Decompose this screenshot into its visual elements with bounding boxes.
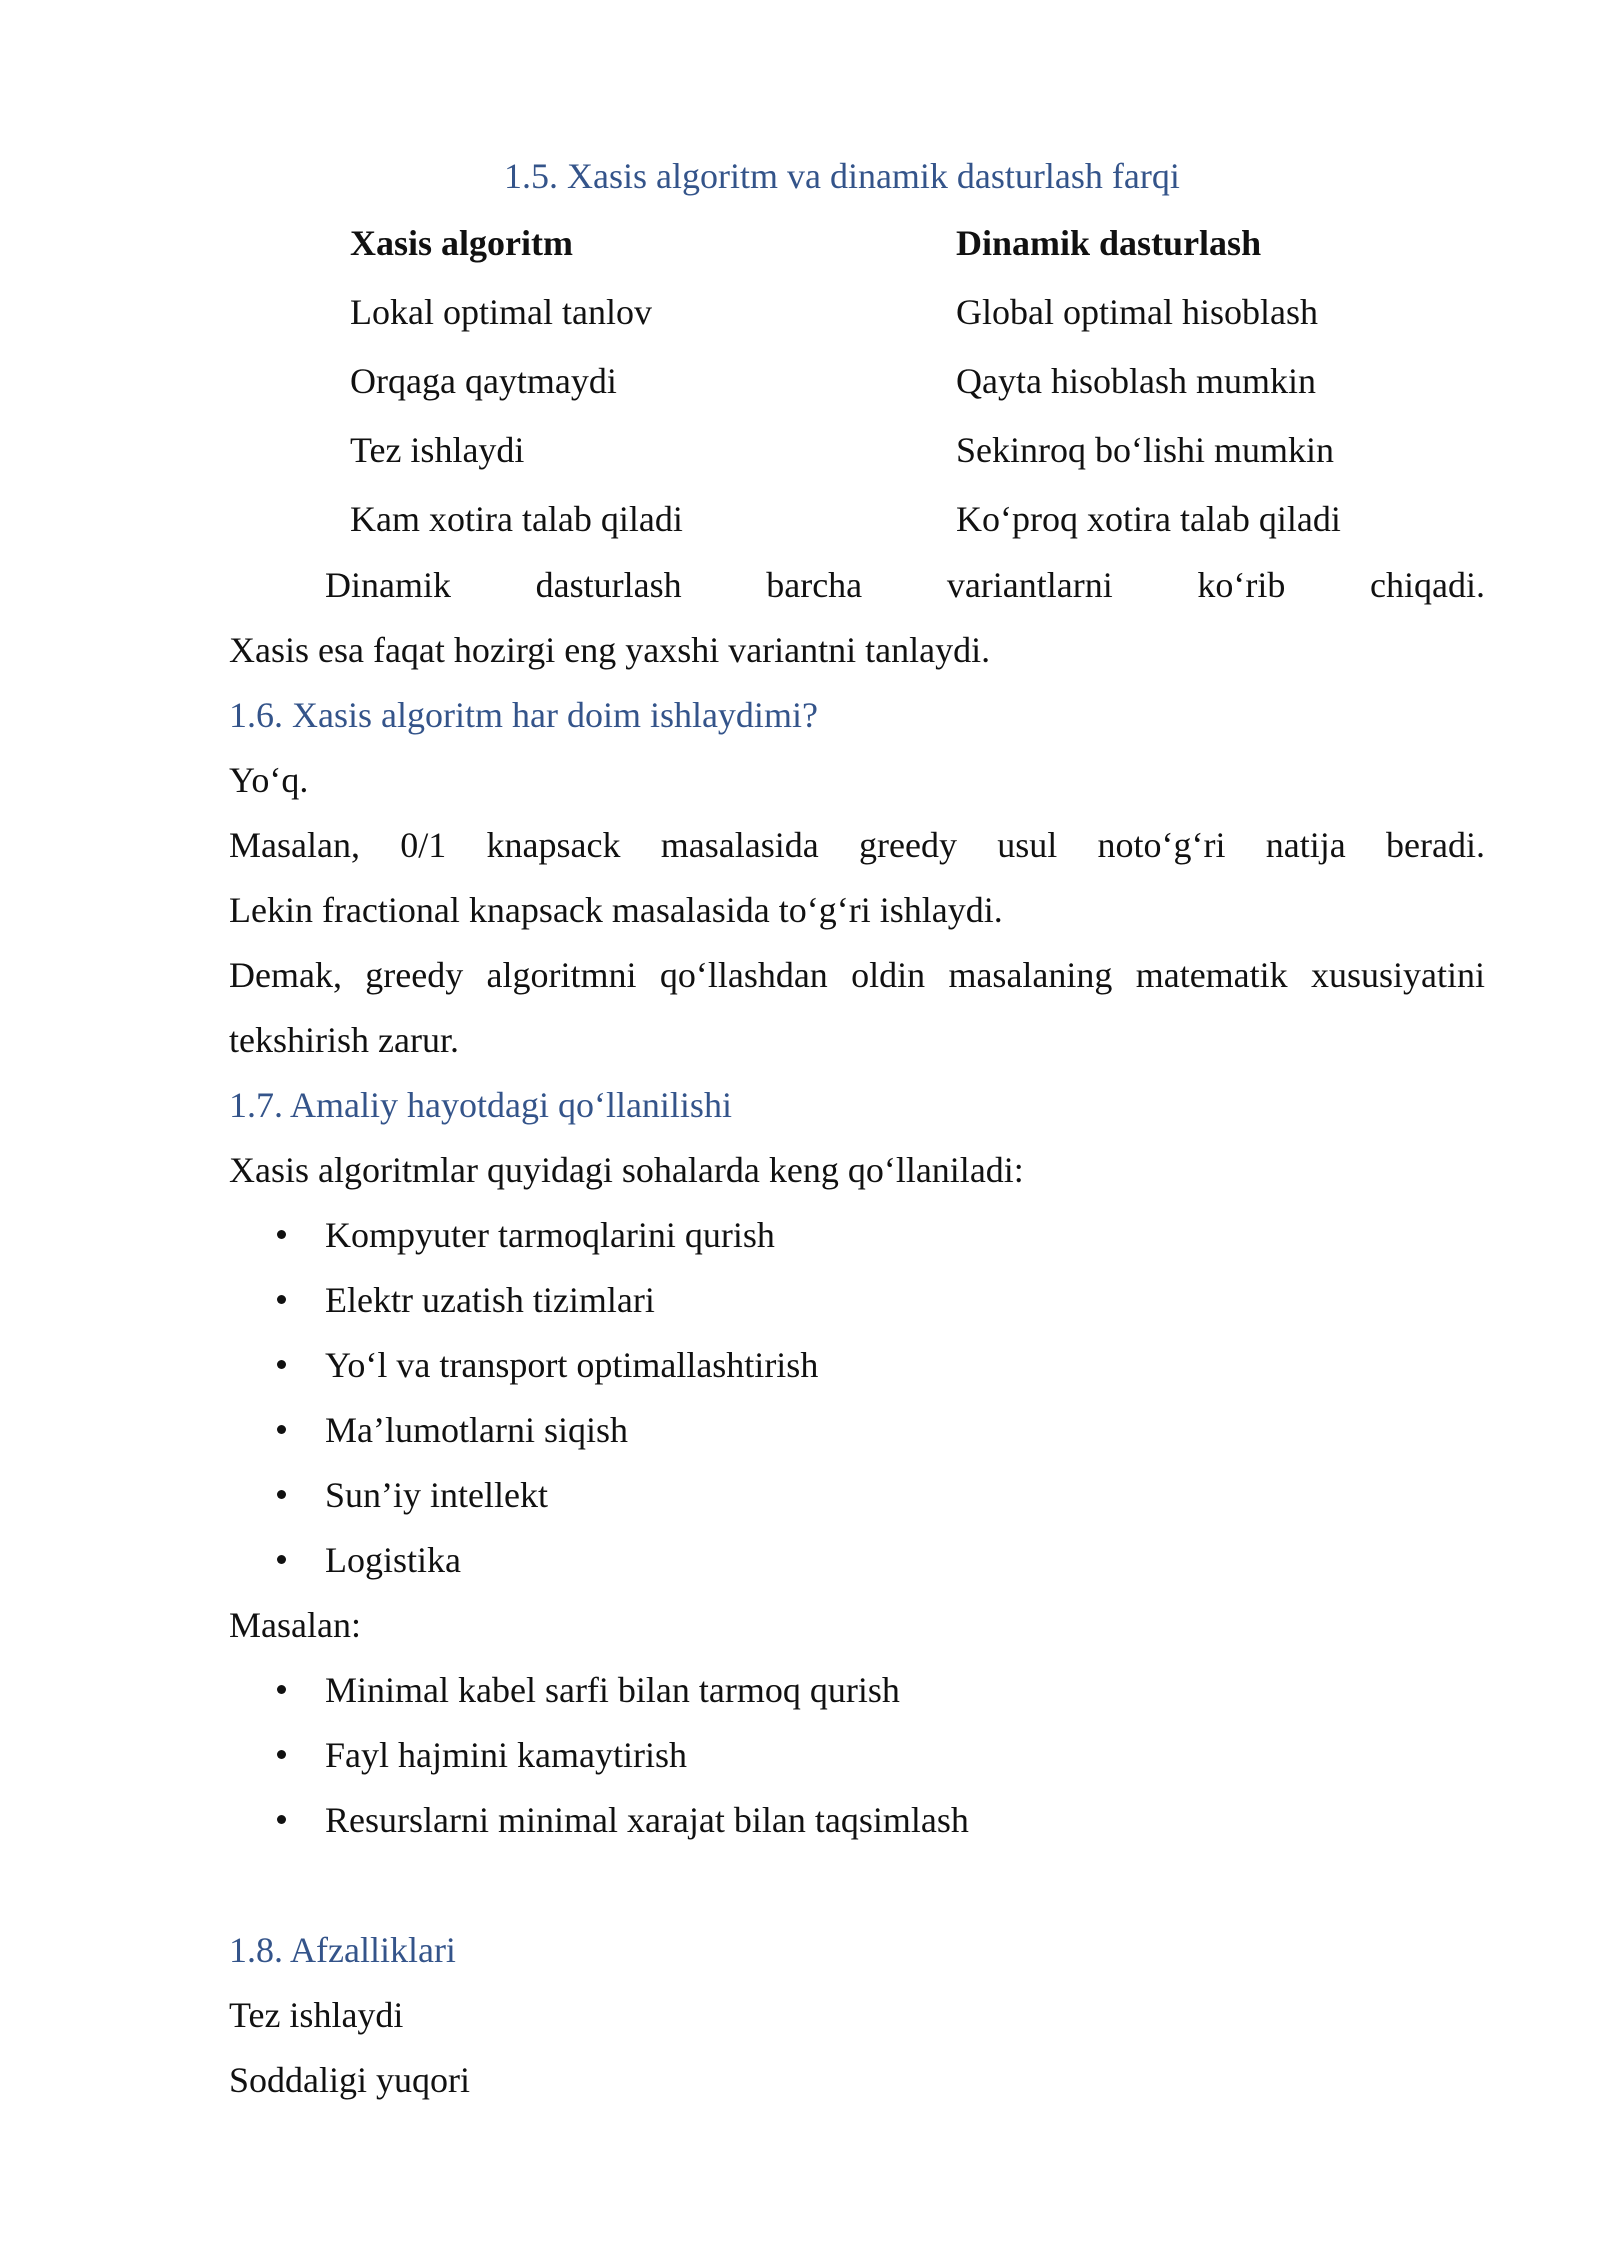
- bullet-icon: [277, 1555, 286, 1564]
- word: ko‘rib: [1197, 565, 1286, 605]
- word: knapsack: [486, 825, 621, 865]
- word: greedy: [859, 825, 957, 865]
- bullet-icon: [277, 1685, 286, 1694]
- bullet-icon: [277, 1360, 286, 1369]
- word: masalasida: [660, 825, 819, 865]
- paragraph-line: Xasis esa faqat hozirgi eng yaxshi variantni tanlaydi.: [229, 630, 991, 670]
- paragraph-line: tekshirish zarur.: [229, 1020, 459, 1060]
- bullet-icon: [277, 1815, 286, 1824]
- table-header-dynamic: Dinamik dasturlash: [956, 223, 1262, 263]
- bullet-icon: [277, 1425, 286, 1434]
- list-item-label: Sun’iy intellekt: [325, 1475, 548, 1515]
- word: qo‘llashdan: [659, 955, 828, 995]
- answer-text: Yo‘q.: [229, 760, 309, 800]
- list-item-label: Yo‘l va transport optimallashtirish: [325, 1345, 819, 1385]
- word: barcha: [766, 565, 863, 605]
- table-cell: Sekinroq bo‘lishi mumkin: [956, 430, 1334, 470]
- word: Dinamik: [325, 565, 451, 605]
- advantage-item: Soddaligi yuqori: [229, 2060, 470, 2100]
- word: natija: [1265, 825, 1346, 865]
- table-cell: Global optimal hisoblash: [956, 292, 1318, 332]
- word: masalaning: [948, 955, 1113, 995]
- examples-label: Masalan:: [229, 1605, 361, 1645]
- table-cell: Kam xotira talab qiladi: [350, 499, 683, 539]
- bullet-icon: [277, 1490, 286, 1499]
- paragraph-line: [229, 957, 1485, 993]
- table-cell: Tez ishlaydi: [350, 430, 525, 470]
- word: algoritmni: [486, 955, 637, 995]
- word: variantlarni: [946, 565, 1113, 605]
- paragraph-line: [229, 827, 1485, 863]
- section-1-7-heading: 1.7. Amaliy hayotdagi qo‘llanilishi: [229, 1085, 732, 1125]
- word: noto‘g‘ri: [1097, 825, 1226, 865]
- word: Demak,: [229, 955, 342, 995]
- section-1-5-heading: 1.5. Xasis algoritm va dinamik dasturlash farqi: [504, 156, 1180, 196]
- list-item-label: Ma’lumotlarni siqish: [325, 1410, 628, 1450]
- word: Masalan,: [229, 825, 360, 865]
- list-item-label: Logistika: [325, 1540, 461, 1580]
- paragraph-line: Lekin fractional knapsack masalasida to‘g‘ri ishlaydi.: [229, 890, 1003, 930]
- section-1-6-heading: 1.6. Xasis algoritm har doim ishlaydimi?: [229, 695, 818, 735]
- bullet-icon: [277, 1295, 286, 1304]
- word: 0/1: [400, 825, 447, 865]
- table-cell: Lokal optimal tanlov: [350, 292, 652, 332]
- intro-text: Xasis algoritmlar quyidagi sohalarda keng qo‘llaniladi:: [229, 1150, 1024, 1190]
- word: beradi.: [1386, 825, 1485, 865]
- word: matematik: [1135, 955, 1288, 995]
- table-header-greedy: Xasis algoritm: [350, 223, 573, 263]
- advantage-item: Tez ishlaydi: [229, 1995, 404, 2035]
- word: dasturlash: [535, 565, 682, 605]
- table-cell: Ko‘proq xotira talab qiladi: [956, 499, 1341, 539]
- list-item-label: Resurslarni minimal xarajat bilan taqsimlash: [325, 1800, 969, 1840]
- bullet-icon: [277, 1750, 286, 1759]
- paragraph-line: [325, 567, 1485, 603]
- list-item-label: Minimal kabel sarfi bilan tarmoq qurish: [325, 1670, 900, 1710]
- word: usul: [997, 825, 1058, 865]
- word: chiqadi.: [1370, 565, 1485, 605]
- list-item-label: Kompyuter tarmoqlarini qurish: [325, 1215, 775, 1255]
- word: xususiyatini: [1310, 955, 1485, 995]
- bullet-icon: [277, 1230, 286, 1239]
- table-cell: Qayta hisoblash mumkin: [956, 361, 1316, 401]
- table-cell: Orqaga qaytmaydi: [350, 361, 617, 401]
- list-item-label: Fayl hajmini kamaytirish: [325, 1735, 687, 1775]
- section-1-8-heading: 1.8. Afzalliklari: [229, 1930, 456, 1970]
- word: greedy: [365, 955, 464, 995]
- list-item-label: Elektr uzatish tizimlari: [325, 1280, 655, 1320]
- word: oldin: [851, 955, 926, 995]
